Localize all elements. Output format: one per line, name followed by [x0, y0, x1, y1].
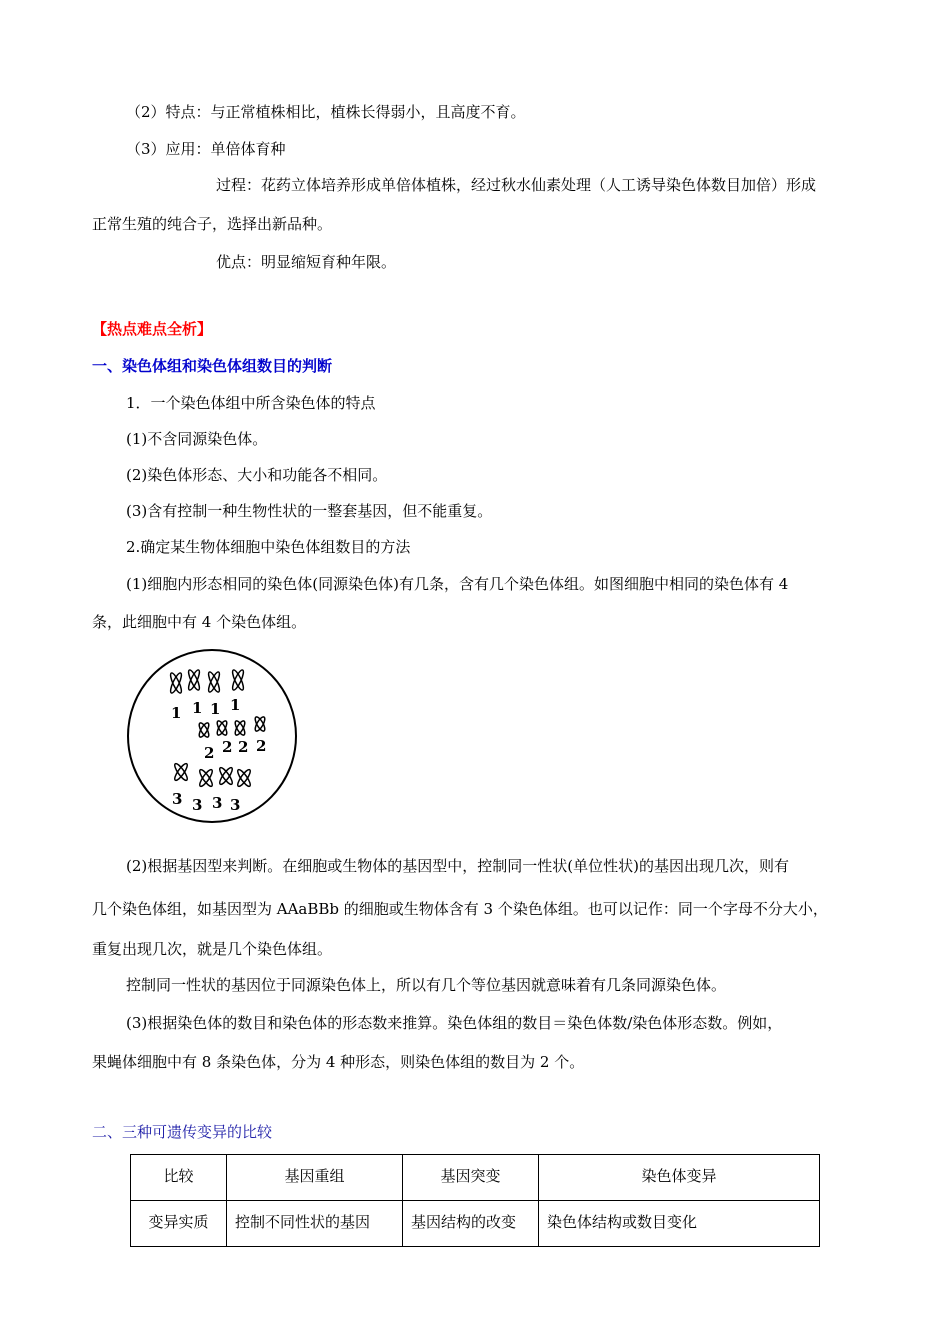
label-1a: 1 [171, 704, 182, 722]
table-cell: 染色体结构或数目变化 [539, 1201, 820, 1247]
paragraph-advantage: 优点：明显缩短育种年限。 [216, 253, 397, 271]
section1-title: 一、染色体组和染色体组数目的判断 [92, 357, 333, 375]
header-cell: 基因突变 [403, 1155, 539, 1201]
s1-line-5: 2.确定某生物体细胞中染色体组数目的方法 [126, 538, 411, 556]
table-header-row [131, 1155, 820, 1201]
label-1c: 1 [210, 700, 221, 718]
header-cell: 基因重组 [227, 1155, 403, 1201]
label-2d: 2 [256, 737, 267, 755]
label-2a: 2 [204, 744, 215, 762]
s1-line-6b: 条，此细胞中有 4 个染色体组。 [92, 613, 307, 631]
header-cell: 比较 [131, 1155, 227, 1201]
section2-title: 二、三种可遗传变异的比较 [92, 1123, 273, 1141]
s1-line-7a: (2)根据基因型来判断。在细胞或生物体的基因型中，控制同一性状(单位性状)的基因出现几次，则有 [126, 857, 789, 875]
label-3b: 3 [192, 796, 203, 814]
paragraph-process-2: 正常生殖的纯合子，选择出新品种。 [92, 215, 333, 233]
s1-line-4: (3)含有控制一种生物性状的一整套基因，但不能重复。 [126, 502, 493, 520]
label-3a: 3 [172, 790, 183, 808]
label-2b: 2 [222, 738, 233, 756]
table-cell: 变异实质 [131, 1201, 227, 1247]
s1-line-7c: 重复出现几次，就是几个染色体组。 [92, 940, 333, 958]
s1-line-9a: (3)根据染色体的数目和染色体的形态数来推算。染色体组的数目＝染色体数/染色体形态数。例如， [126, 1014, 783, 1032]
s1-line-8: 控制同一性状的基因位于同源染色体上，所以有几个等位基因就意味着有几条同源染色体。 [126, 976, 727, 994]
table-row [131, 1201, 820, 1247]
label-3c: 3 [212, 794, 223, 812]
label-3d: 3 [230, 796, 241, 814]
s1-line-9b: 果蝇体细胞中有 8 条染色体，分为 4 种形态，则染色体组的数目为 2 个。 [92, 1053, 585, 1071]
label-1b: 1 [192, 699, 203, 717]
paragraph-application: （3）应用：单倍体育种 [126, 140, 286, 158]
s1-line-3: (2)染色体形态、大小和功能各不相同。 [126, 466, 388, 484]
s1-line-6a: (1)细胞内形态相同的染色体(同源染色体)有几条，含有几个染色体组。如图细胞中相同的染色体有 4 [126, 575, 789, 593]
paragraph-feature: （2）特点：与正常植株相比，植株长得弱小，且高度不育。 [126, 103, 526, 121]
label-2c: 2 [238, 738, 249, 756]
chromosome-cell-figure [126, 648, 298, 824]
label-1d: 1 [230, 696, 241, 714]
s1-line-2: (1)不含同源染色体。 [126, 430, 268, 448]
table-cell: 控制不同性状的基因 [227, 1201, 403, 1247]
variation-comparison-table [130, 1154, 820, 1247]
s1-line-1: 1．一个染色体组中所含染色体的特点 [126, 394, 376, 412]
paragraph-process-1: 过程：花药立体培养形成单倍体植株，经过秋水仙素处理（人工诱导染色体数目加倍）形成 [216, 176, 817, 194]
s1-line-7b: 几个染色体组，如基因型为 AAaBBb 的细胞或生物体含有 3 个染色体组。也可以记作：同一个字母不分大小， [92, 900, 828, 918]
section-header: 【热点难点全析】 [92, 320, 213, 338]
header-cell: 染色体变异 [539, 1155, 820, 1201]
table-cell: 基因结构的改变 [403, 1201, 539, 1247]
